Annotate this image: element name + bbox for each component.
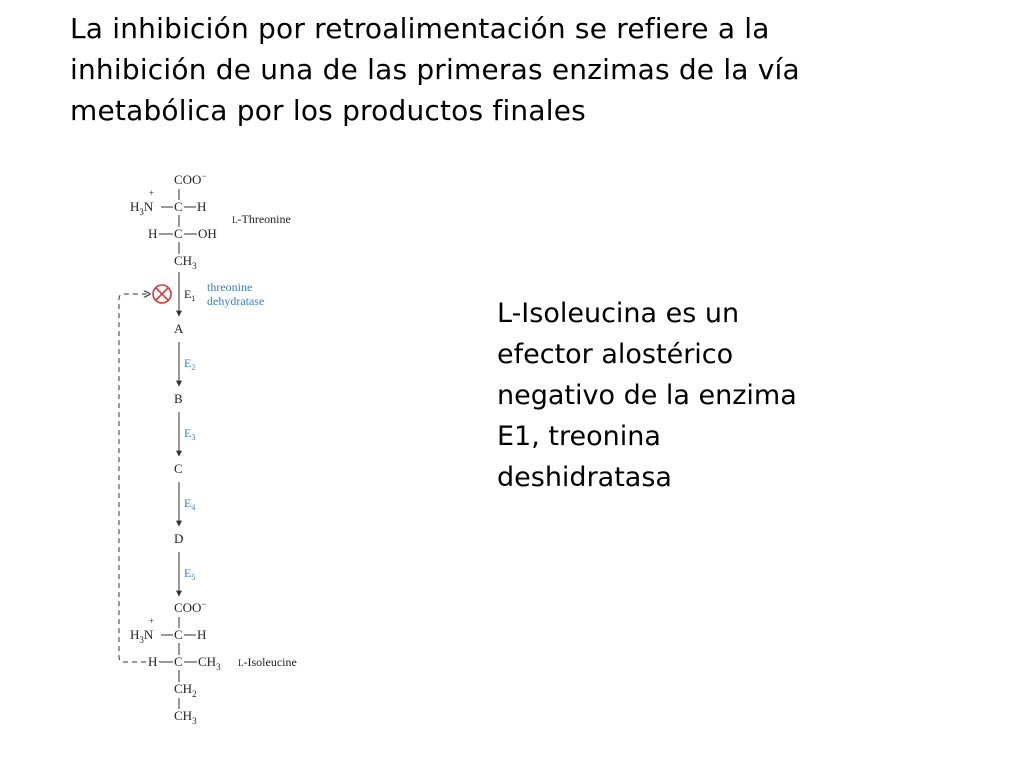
isoleucine-beta-carbon: C bbox=[174, 654, 183, 669]
enzyme-e4-label: $E_4$ bbox=[184, 496, 196, 512]
isoleucine-carboxyl: COO− bbox=[174, 599, 207, 615]
title-line-2: inhibición de una de las primeras enzimas de la vía bbox=[70, 53, 800, 86]
threonine-label: L-Threonine bbox=[232, 212, 291, 226]
threonine-amino-group: $H_3N$ bbox=[130, 199, 154, 217]
title-line-1: La inhibición por retroalimentación se refiere a la bbox=[70, 12, 770, 45]
isoleucine-plus-charge: + bbox=[149, 616, 155, 626]
threonine-beta-h: H bbox=[148, 226, 158, 241]
note-line-1: L-Isoleucina es un bbox=[497, 298, 740, 329]
isoleucine-structure bbox=[130, 599, 297, 726]
inhibition-circle-x-icon bbox=[153, 285, 171, 303]
note-line-2: efector alostérico bbox=[497, 339, 734, 370]
isoleucine-alpha-carbon: C bbox=[174, 627, 183, 642]
isoleucine-ethyl-ch2: $CH_2$ bbox=[174, 681, 197, 699]
intermediate-b: B bbox=[174, 391, 183, 406]
threonine-hydroxyl: OH bbox=[198, 226, 217, 241]
enzyme-name-line-2: dehydratase bbox=[207, 294, 265, 308]
feedback-inhibition-dashed-arrow bbox=[119, 294, 150, 662]
step-e4 bbox=[174, 482, 195, 546]
threonine-plus-charge: + bbox=[149, 188, 155, 198]
threonine-alpha-h: H bbox=[197, 199, 207, 214]
threonine-beta-carbon: C bbox=[174, 226, 183, 241]
isoleucine-ethyl-ch3: $CH_3$ bbox=[174, 708, 197, 726]
step-e3 bbox=[174, 412, 195, 476]
intermediate-a: A bbox=[174, 321, 184, 336]
intermediate-d: D bbox=[174, 531, 184, 546]
step-e5 bbox=[179, 552, 195, 596]
intermediate-c: C bbox=[174, 461, 183, 476]
note-line-5: deshidratasa bbox=[497, 462, 672, 493]
enzyme-name-line-1: threonine bbox=[207, 280, 253, 294]
isoleucine-amino-group: $H_3N$ bbox=[130, 627, 154, 645]
isoleucine-beta-methyl: $CH_3$ bbox=[198, 654, 221, 672]
isoleucine-beta-h: H bbox=[148, 654, 158, 669]
enzyme-e2-label: $E_2$ bbox=[184, 356, 196, 372]
threonine-carboxyl: COO− bbox=[174, 171, 207, 187]
enzyme-e5-label: $E_5$ bbox=[184, 566, 196, 582]
step-e1 bbox=[153, 272, 264, 336]
note-line-3: negativo de la enzima bbox=[497, 380, 797, 411]
threonine-structure bbox=[130, 171, 291, 271]
note-line-4: E1, treonina bbox=[497, 421, 661, 452]
enzyme-e3-label: $E_3$ bbox=[184, 426, 196, 442]
threonine-alpha-carbon: C bbox=[174, 199, 183, 214]
title-line-3: metabólica por los productos finales bbox=[70, 94, 586, 127]
isoleucine-alpha-h: H bbox=[197, 627, 207, 642]
enzyme-e1-label: $E_1$ bbox=[184, 287, 196, 303]
isoleucine-label: L-Isoleucine bbox=[238, 655, 297, 669]
step-e2 bbox=[174, 342, 195, 406]
threonine-methyl: $CH_3$ bbox=[174, 253, 197, 271]
